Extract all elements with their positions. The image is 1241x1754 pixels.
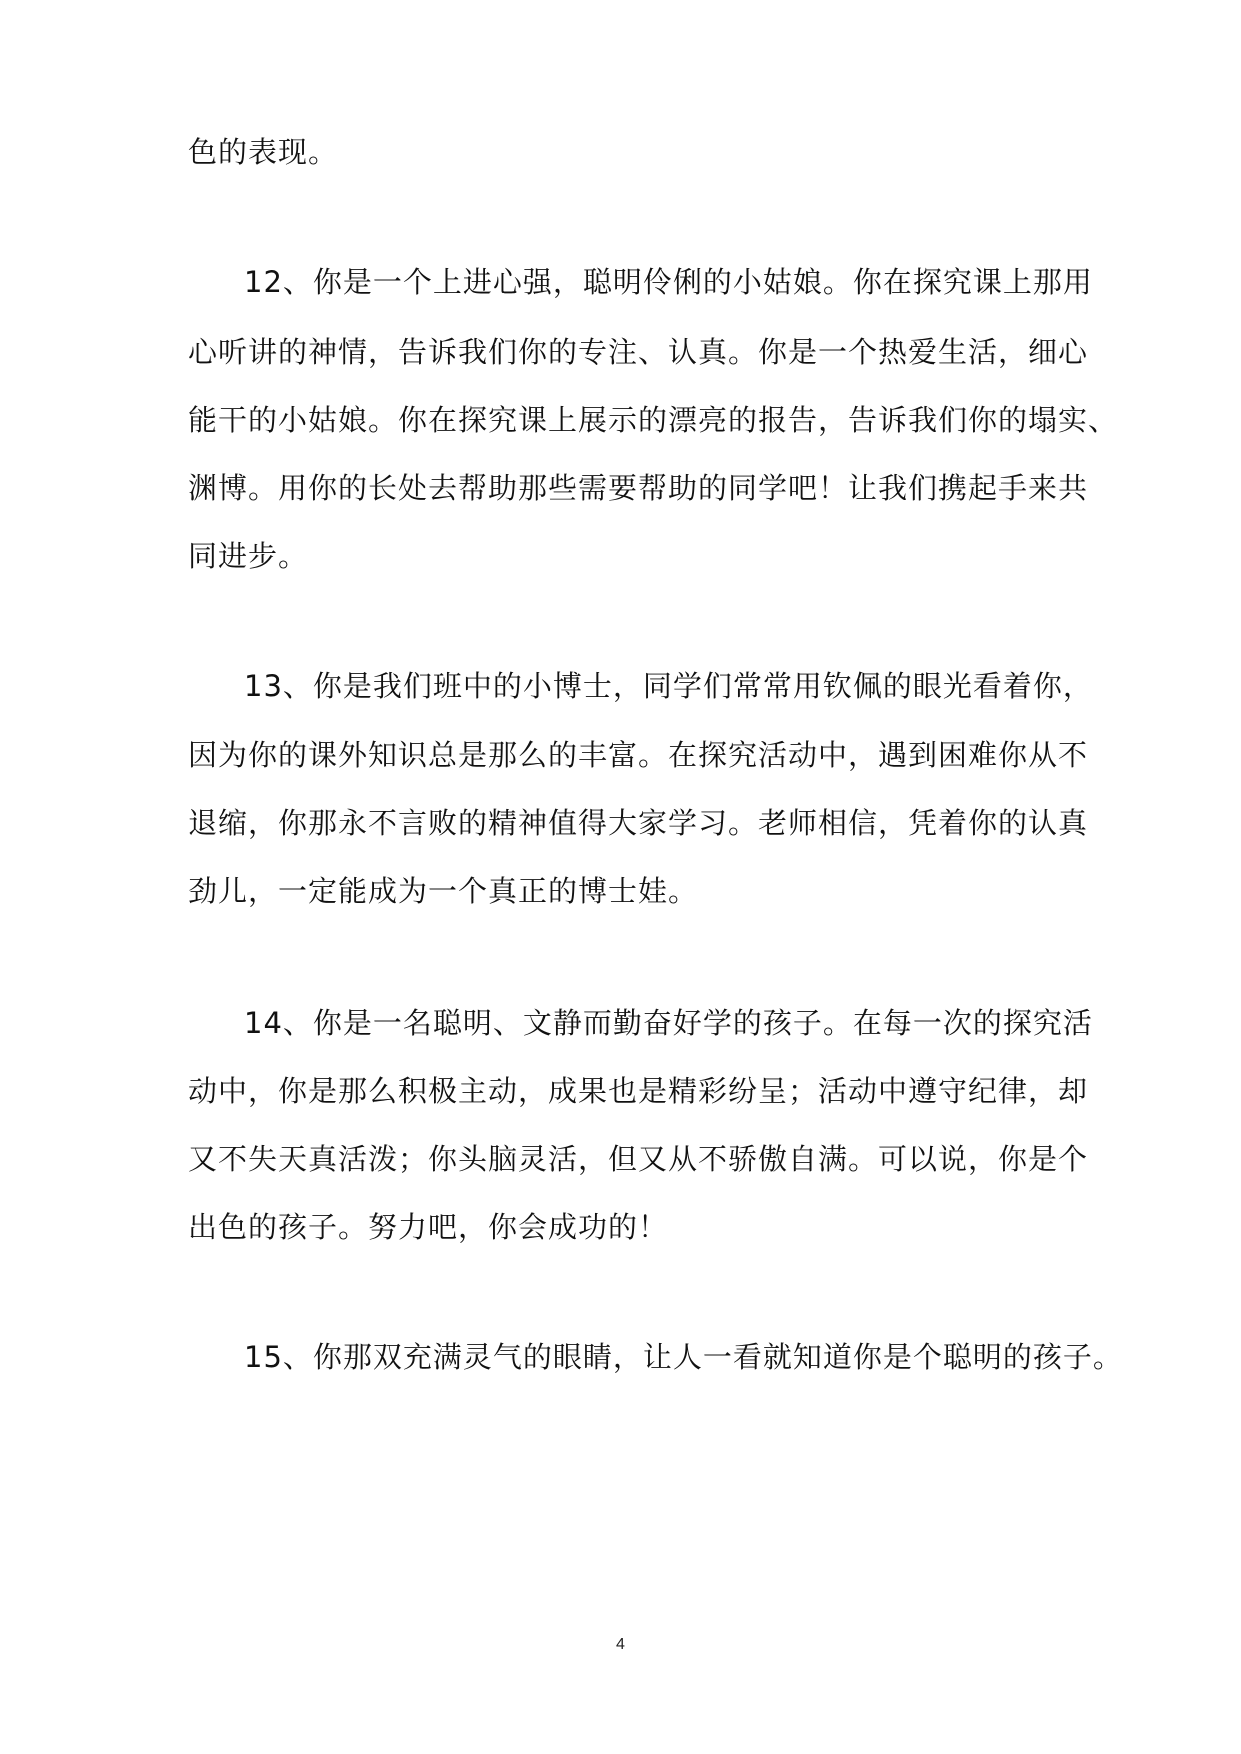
paragraph-12-line-3: 能干的小姑娘。你在探究课上展示的漂亮的报告，告诉我们你的塌实、 <box>188 403 1119 437</box>
paragraph-14-line-4: 出色的孩子。努力吧，你会成功的！ <box>188 1210 669 1244</box>
paragraph-12-line-5: 同进步。 <box>188 539 309 573</box>
paragraph-12-line-1: 12、你是一个上进心强，聪明伶俐的小姑娘。你在探究课上那用 <box>244 265 1093 299</box>
paragraph-12-line-2: 心听讲的神情，告诉我们你的专注、认真。你是一个热爱生活，细心 <box>188 335 1089 369</box>
paragraph-13-line-4: 劲儿，一定能成为一个真正的博士娃。 <box>188 874 699 908</box>
paragraph-12-line-4: 渊博。用你的长处去帮助那些需要帮助的同学吧！让我们携起手来共 <box>188 471 1089 505</box>
paragraph-11-line-end: 色的表现。 <box>188 135 339 169</box>
page-number: 4 <box>616 1636 625 1653</box>
paragraph-13-line-2: 因为你的课外知识总是那么的丰富。在探究活动中，遇到困难你从不 <box>188 738 1089 772</box>
paragraph-13-line-1: 13、你是我们班中的小博士，同学们常常用钦佩的眼光看着你， <box>244 669 1093 703</box>
paragraph-14-line-3: 又不失天真活泼；你头脑灵活，但又从不骄傲自满。可以说，你是个 <box>188 1142 1089 1176</box>
paragraph-13-line-3: 退缩，你那永不言败的精神值得大家学习。老师相信，凭着你的认真 <box>188 806 1089 840</box>
paragraph-15-line-1: 15、你那双充满灵气的眼睛，让人一看就知道你是个聪明的孩子。 <box>244 1340 1123 1374</box>
paragraph-14-line-2: 动中，你是那么积极主动，成果也是精彩纷呈；活动中遵守纪律，却 <box>188 1074 1089 1108</box>
paragraph-14-line-1: 14、你是一名聪明、文静而勤奋好学的孩子。在每一次的探究活 <box>244 1006 1093 1040</box>
